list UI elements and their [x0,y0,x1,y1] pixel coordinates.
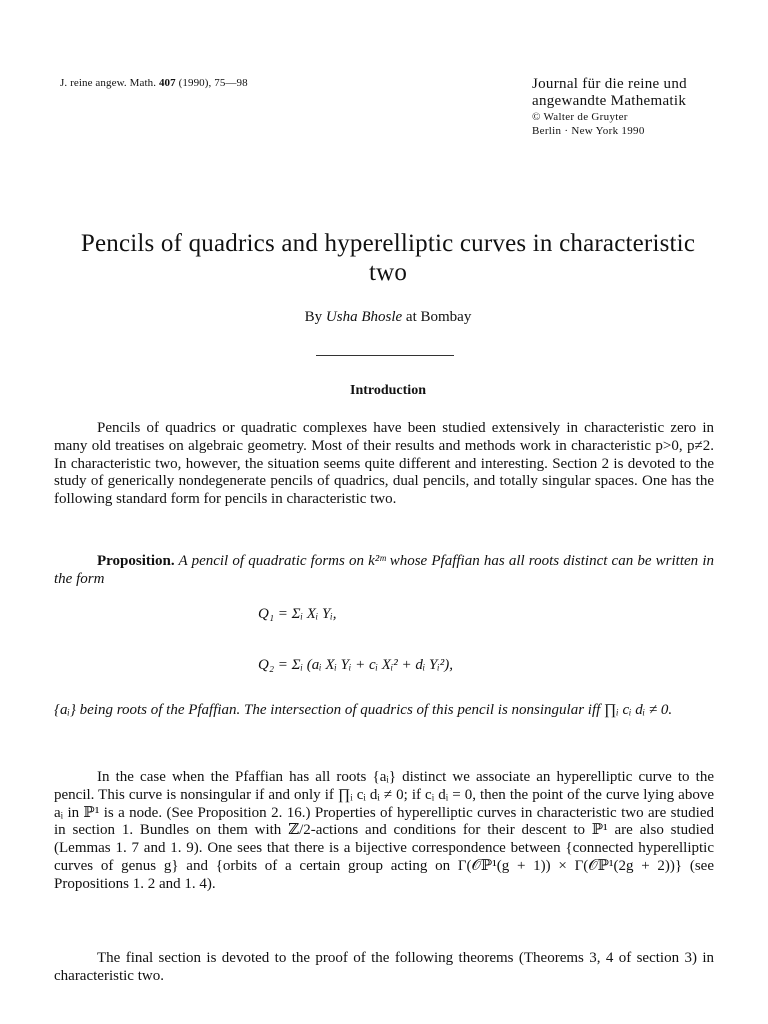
proposition-text: A pencil of quadratic forms on k²ᵐ whose Pfaffian has all roots distinct can be written in the form [54,553,714,587]
publisher: © Walter de Gruyter [532,111,628,123]
equation-q2: Q₂ = Σᵢ (aᵢ Xᵢ Yᵢ + cᵢ Xᵢ² + dᵢ Yᵢ²), [258,657,453,673]
divider [316,355,454,356]
intro-paragraph-1: Pencils of quadrics or quadratic complexes have been studied extensively in characteristic zero in many old treatises on algebraic geometry. Most of their results and methods work in characteristic p>0, p≠2. In characteristic two, however, the situation seems quite different and interesting. Section 2 is devoted to the study of generically nondegenerate pencils of quadrics, dual pencils, and totally singular spaces. One has the following standard form for pencils in characteristic two. [54,420,714,508]
section-heading: Introduction [350,383,426,398]
citation-prefix: J. reine angew. Math. [60,77,159,89]
equation-q1: Q₁ = Σᵢ Xᵢ Yᵢ, [258,606,337,622]
proposition-conclusion: {aᵢ} being roots of the Pfaffian. The intersection of quadrics of this pencil is nonsingular iff ∏ᵢ cᵢ dᵢ ≠ 0. [54,702,673,718]
citation [60,77,248,89]
journal-name-line2: angewandte Mathematik [532,93,687,109]
paper-title: Pencils of quadrics and hyperelliptic curves in characteristic two [80,230,696,286]
intro-paragraph-3: The final section is devoted to the proof of the following theorems (Theorems 3, 4 of section 3) in characteristic two. [54,950,714,984]
byline-location: at Bombay [402,309,472,325]
citation-volume: 407 [158,77,176,89]
publication-place: Berlin · New York 1990 [532,125,645,137]
author-name: Usha Bhosle [325,309,403,325]
byline [60,309,716,326]
citation-pages: (1990), 75—98 [175,77,248,89]
byline-by: By [304,309,326,325]
proposition [54,553,714,589]
journal-name-line1: Journal für die reine und [532,76,687,92]
proposition-label: Proposition. [97,553,175,569]
intro-paragraph-2: In the case when the Pfaffian has all roots {aᵢ} distinct we associate an hyperelliptic curve to the pencil. This curve is nonsingular if and only if ∏ᵢ cᵢ dᵢ ≠ 0; if cᵢ dᵢ = 0, then the point of the curve lying above aᵢ in ℙ¹ is a node. (See Proposition 2. 16.) Properties of hyperelliptic curves in characteristic two are studied in section 1. Bundles on them with ℤ/2-actions and conditions for their descent to ℙ¹ are also studied (Lemmas 1. 7 and 1. 9). One sees that there is a bijective correspondence between {connected hyperelliptic curves of genus g} and {orbits of a certain group acting on Γ(𝒪ℙ¹(g + 1)) × Γ(𝒪ℙ¹(2g + 2))} (see Propositions 1. 2 and 1. 4). [54,769,714,892]
journal-info [532,76,752,138]
